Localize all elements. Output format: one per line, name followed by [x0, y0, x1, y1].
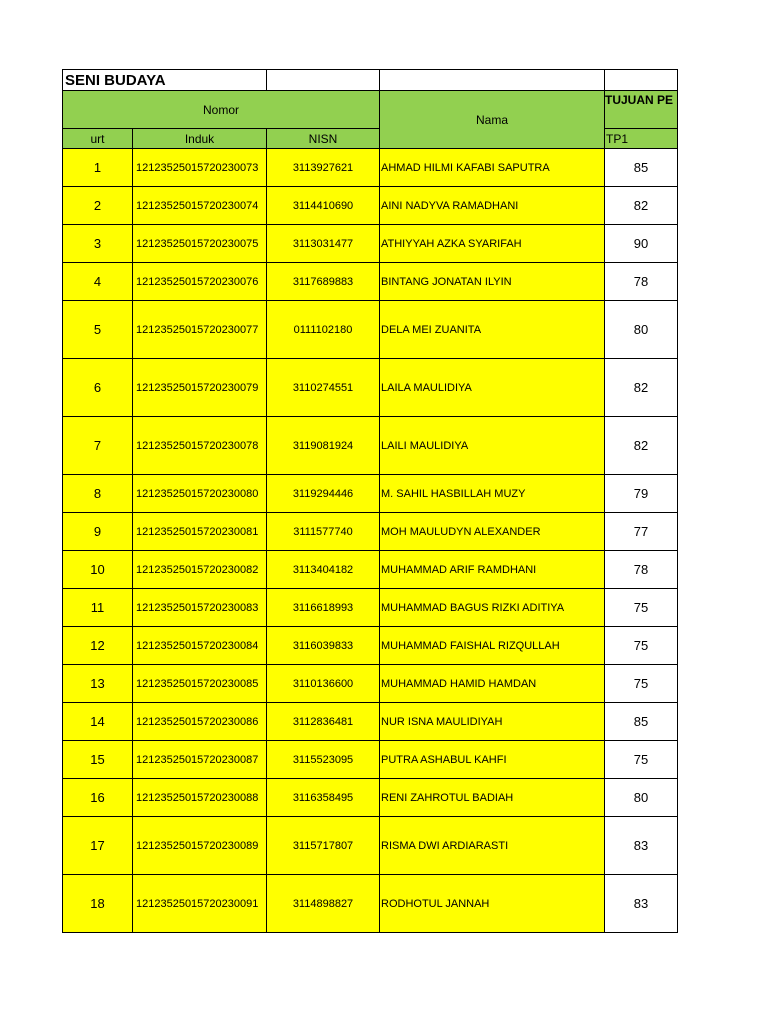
row-tp1-cell[interactable]: 82: [605, 187, 678, 225]
row-tp1-cell[interactable]: 82: [605, 359, 678, 417]
row-induk-cell[interactable]: 12123525015720230089: [133, 817, 267, 875]
row-nisn-cell[interactable]: 3115717807: [267, 817, 380, 875]
table-row: [63, 513, 678, 551]
table-row: [63, 703, 678, 741]
row-nama-cell[interactable]: RENI ZAHROTUL BADIAH: [380, 779, 605, 817]
table-row: [63, 551, 678, 589]
row-induk-cell[interactable]: 12123525015720230080: [133, 475, 267, 513]
row-urt-cell[interactable]: 15: [63, 741, 133, 779]
row-tp1-cell[interactable]: 75: [605, 589, 678, 627]
row-nama-cell[interactable]: RODHOTUL JANNAH: [380, 875, 605, 933]
sheet-title[interactable]: SENI BUDAYA: [63, 70, 267, 91]
row-nama-cell[interactable]: DELA MEI ZUANITA: [380, 301, 605, 359]
row-tp1-cell[interactable]: 75: [605, 741, 678, 779]
row-induk-cell[interactable]: 12123525015720230076: [133, 263, 267, 301]
row-induk-cell[interactable]: 12123525015720230077: [133, 301, 267, 359]
row-tp1-cell[interactable]: 85: [605, 703, 678, 741]
row-induk-cell[interactable]: 12123525015720230086: [133, 703, 267, 741]
row-urt-cell[interactable]: 5: [63, 301, 133, 359]
title-row: [63, 70, 678, 91]
row-nama-cell[interactable]: MUHAMMAD HAMID HAMDAN: [380, 665, 605, 703]
row-nama-cell[interactable]: M. SAHIL HASBILLAH MUZY: [380, 475, 605, 513]
table-row: [63, 301, 678, 359]
row-nisn-cell[interactable]: 0111102180: [267, 301, 380, 359]
row-urt-cell[interactable]: 13: [63, 665, 133, 703]
row-nisn-cell[interactable]: 3116039833: [267, 627, 380, 665]
table-row: [63, 779, 678, 817]
row-nisn-cell[interactable]: 3112836481: [267, 703, 380, 741]
row-nama-cell[interactable]: MUHAMMAD BAGUS RIZKI ADITIYA: [380, 589, 605, 627]
row-nama-cell[interactable]: NUR ISNA MAULIDIYAH: [380, 703, 605, 741]
row-tp1-cell[interactable]: 78: [605, 263, 678, 301]
row-induk-cell[interactable]: 12123525015720230083: [133, 589, 267, 627]
table-row: [63, 627, 678, 665]
row-urt-cell[interactable]: 14: [63, 703, 133, 741]
row-urt-cell[interactable]: 18: [63, 875, 133, 933]
row-induk-cell[interactable]: 12123525015720230079: [133, 359, 267, 417]
row-tp1-cell[interactable]: 90: [605, 225, 678, 263]
header-nisn[interactable]: NISN: [267, 129, 380, 149]
row-nama-cell[interactable]: BINTANG JONATAN ILYIN: [380, 263, 605, 301]
row-nisn-cell[interactable]: 3114898827: [267, 875, 380, 933]
row-urt-cell[interactable]: 17: [63, 817, 133, 875]
row-induk-cell[interactable]: 12123525015720230082: [133, 551, 267, 589]
table-row: [63, 225, 678, 263]
header-tujuan[interactable]: TUJUAN PE: [605, 91, 678, 129]
row-induk-cell[interactable]: 12123525015720230078: [133, 417, 267, 475]
table-row: [63, 589, 678, 627]
table-row: [63, 187, 678, 225]
row-nama-cell[interactable]: MUHAMMAD FAISHAL RIZQULLAH: [380, 627, 605, 665]
row-nisn-cell[interactable]: 3113031477: [267, 225, 380, 263]
row-nisn-cell[interactable]: 3115523095: [267, 741, 380, 779]
table-row: [63, 875, 678, 933]
row-tp1-cell[interactable]: 80: [605, 301, 678, 359]
row-induk-cell[interactable]: 12123525015720230087: [133, 741, 267, 779]
header-induk[interactable]: Induk: [133, 129, 267, 149]
row-urt-cell[interactable]: 6: [63, 359, 133, 417]
row-nisn-cell[interactable]: 3119081924: [267, 417, 380, 475]
table-row: [63, 149, 678, 187]
empty-cell[interactable]: [380, 70, 605, 91]
row-induk-cell[interactable]: 12123525015720230081: [133, 513, 267, 551]
row-tp1-cell[interactable]: 75: [605, 627, 678, 665]
row-induk-cell[interactable]: 12123525015720230075: [133, 225, 267, 263]
table-row: [63, 263, 678, 301]
header-urt[interactable]: urt: [63, 129, 133, 149]
grades-table: [62, 69, 678, 933]
row-nama-cell[interactable]: ATHIYYAH AZKA SYARIFAH: [380, 225, 605, 263]
row-nisn-cell[interactable]: 3116358495: [267, 779, 380, 817]
row-urt-cell[interactable]: 10: [63, 551, 133, 589]
row-urt-cell[interactable]: 12: [63, 627, 133, 665]
row-tp1-cell[interactable]: 85: [605, 149, 678, 187]
row-nama-cell[interactable]: MUHAMMAD ARIF RAMDHANI: [380, 551, 605, 589]
table-row: [63, 417, 678, 475]
row-nama-cell[interactable]: AHMAD HILMI KAFABI SAPUTRA: [380, 149, 605, 187]
empty-cell[interactable]: [605, 70, 678, 91]
row-nisn-cell[interactable]: 3119294446: [267, 475, 380, 513]
row-urt-cell[interactable]: 11: [63, 589, 133, 627]
row-nisn-cell[interactable]: 3110136600: [267, 665, 380, 703]
table-row: [63, 817, 678, 875]
row-induk-cell[interactable]: 12123525015720230073: [133, 149, 267, 187]
row-urt-cell[interactable]: 2: [63, 187, 133, 225]
empty-cell[interactable]: [267, 70, 380, 91]
row-nama-cell[interactable]: MOH MAULUDYN ALEXANDER: [380, 513, 605, 551]
row-nama-cell[interactable]: LAILI MAULIDIYA: [380, 417, 605, 475]
table-row: [63, 475, 678, 513]
row-nisn-cell[interactable]: 3113927621: [267, 149, 380, 187]
row-urt-cell[interactable]: 8: [63, 475, 133, 513]
row-tp1-cell[interactable]: 77: [605, 513, 678, 551]
table-row: [63, 359, 678, 417]
row-nama-cell[interactable]: PUTRA ASHABUL KAHFI: [380, 741, 605, 779]
row-induk-cell[interactable]: 12123525015720230085: [133, 665, 267, 703]
row-urt-cell[interactable]: 4: [63, 263, 133, 301]
row-nisn-cell[interactable]: 3116618993: [267, 589, 380, 627]
row-tp1-cell[interactable]: 75: [605, 665, 678, 703]
header-nomor[interactable]: Nomor: [63, 91, 380, 129]
row-nisn-cell[interactable]: 3110274551: [267, 359, 380, 417]
row-nisn-cell[interactable]: 3117689883: [267, 263, 380, 301]
row-induk-cell[interactable]: 12123525015720230074: [133, 187, 267, 225]
row-urt-cell[interactable]: 9: [63, 513, 133, 551]
row-nisn-cell[interactable]: 3113404182: [267, 551, 380, 589]
header-nama[interactable]: Nama: [380, 91, 605, 149]
row-urt-cell[interactable]: 3: [63, 225, 133, 263]
row-urt-cell[interactable]: 7: [63, 417, 133, 475]
row-tp1-cell[interactable]: 82: [605, 417, 678, 475]
header-tp1[interactable]: TP1: [605, 129, 678, 149]
row-nama-cell[interactable]: RISMA DWI ARDIARASTI: [380, 817, 605, 875]
row-urt-cell[interactable]: 16: [63, 779, 133, 817]
row-tp1-cell[interactable]: 83: [605, 817, 678, 875]
row-nisn-cell[interactable]: 3114410690: [267, 187, 380, 225]
row-tp1-cell[interactable]: 80: [605, 779, 678, 817]
row-induk-cell[interactable]: 12123525015720230091: [133, 875, 267, 933]
table-row: [63, 741, 678, 779]
row-tp1-cell[interactable]: 83: [605, 875, 678, 933]
row-nama-cell[interactable]: AINI NADYVA RAMADHANI: [380, 187, 605, 225]
row-induk-cell[interactable]: 12123525015720230084: [133, 627, 267, 665]
row-nisn-cell[interactable]: 3111577740: [267, 513, 380, 551]
table-row: [63, 665, 678, 703]
row-urt-cell[interactable]: 1: [63, 149, 133, 187]
row-induk-cell[interactable]: 12123525015720230088: [133, 779, 267, 817]
row-nama-cell[interactable]: LAILA MAULIDIYA: [380, 359, 605, 417]
row-tp1-cell[interactable]: 79: [605, 475, 678, 513]
header-row-1: [63, 91, 678, 129]
row-tp1-cell[interactable]: 78: [605, 551, 678, 589]
